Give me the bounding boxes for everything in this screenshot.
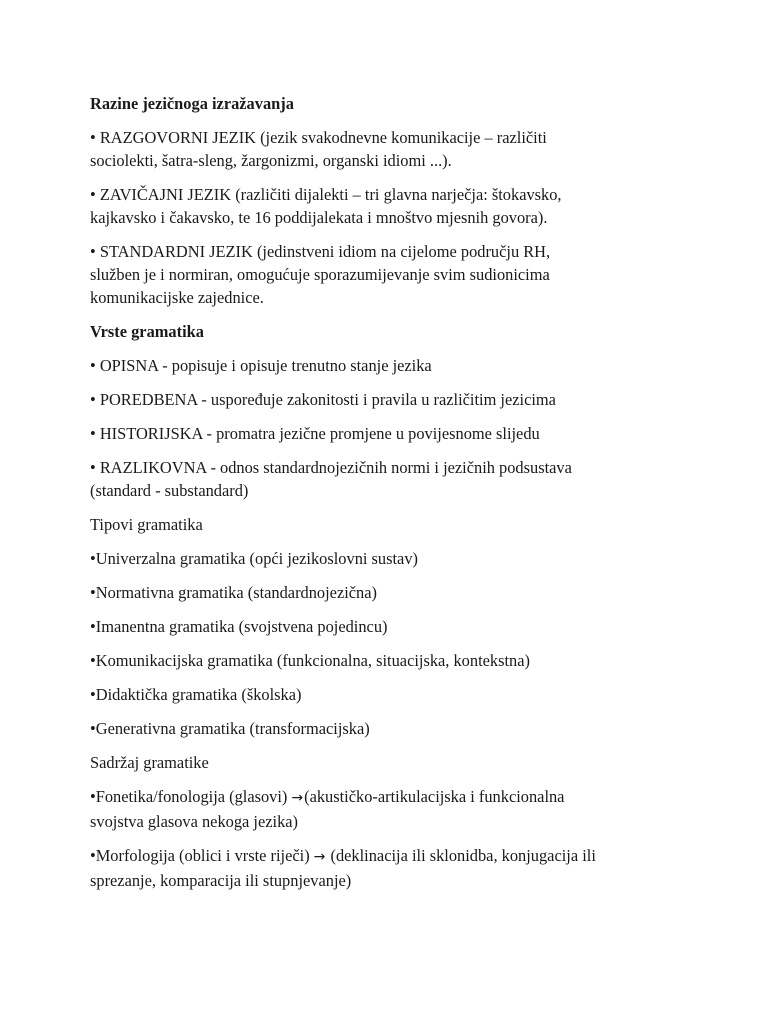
- list-item-razlikovna: [90, 456, 690, 502]
- paragraph-line: kajkavsko i čakavsko, te 16 poddijalekata i mnoštvo mjesnih govora).: [90, 208, 548, 227]
- heading-text: Sadržaj gramatike: [90, 753, 209, 772]
- item-text: (deklinacija ili sklonidba, konjugacija ili: [326, 846, 596, 865]
- document-page: [90, 92, 690, 903]
- list-item-razgovorni: [90, 126, 690, 172]
- list-item-fonetika: [90, 785, 690, 833]
- list-item-poredbena: [90, 388, 690, 411]
- list-item-didakticka: [90, 683, 690, 706]
- paragraph-line: • STANDARDNI JEZIK (jedinstveni idiom na cijelome području RH,: [90, 242, 551, 261]
- section-heading-sadrzaj: [90, 751, 690, 774]
- heading-text: Vrste gramatika: [90, 322, 204, 341]
- paragraph-line: (standard - substandard): [90, 481, 249, 500]
- section-heading-tipovi: [90, 513, 690, 536]
- paragraph-line: služben je i normiran, omogućuje sporazumijevanje svim sudionicima: [90, 265, 550, 284]
- paragraph-line: [90, 785, 690, 810]
- paragraph-line: [90, 844, 690, 869]
- list-item-opisna: [90, 354, 690, 377]
- item-text: •Morfologija (oblici i vrste riječi): [90, 846, 310, 865]
- list-item-univerzalna: [90, 547, 690, 570]
- list-item-morfologija: [90, 844, 690, 892]
- list-item-zavicajni: [90, 183, 690, 229]
- paragraph-line: •Generativna gramatika (transformacijska): [90, 719, 370, 738]
- heading-text: Razine jezičnoga izražavanja: [90, 94, 294, 113]
- paragraph-line: • HISTORIJSKA - promatra jezične promjene u povijesnome slijedu: [90, 424, 540, 443]
- item-text: •Fonetika/fonologija (glasovi): [90, 787, 288, 806]
- list-item-generativna: [90, 717, 690, 740]
- heading-text: Tipovi gramatika: [90, 515, 203, 534]
- list-item-historijska: [90, 422, 690, 445]
- section-heading-razine: [90, 92, 690, 115]
- paragraph-line: • RAZLIKOVNA - odnos standardnojezičnih normi i jezičnih podsustava: [90, 458, 572, 477]
- list-item-normativna: [90, 581, 690, 604]
- paragraph-line: komunikacijske zajednice.: [90, 288, 264, 307]
- paragraph-line: • OPISNA - popisuje i opisuje trenutno stanje jezika: [90, 356, 432, 375]
- arrow-right-icon: →: [313, 849, 326, 865]
- list-item-imanentna: [90, 615, 690, 638]
- paragraph-line: • POREDBENA - uspoređuje zakonitosti i pravila u različitim jezicima: [90, 390, 556, 409]
- paragraph-line: • ZAVIČAJNI JEZIK (različiti dijalekti – tri glavna narječja: štokavsko,: [90, 185, 562, 204]
- list-item-standardni: [90, 240, 690, 309]
- paragraph-line: •Normativna gramatika (standardnojezična): [90, 583, 377, 602]
- paragraph-line: svojstva glasova nekoga jezika): [90, 812, 299, 831]
- paragraph-line: •Komunikacijska gramatika (funkcionalna, situacijska, kontekstna): [90, 651, 530, 670]
- arrow-right-icon: →: [291, 790, 304, 806]
- list-item-komunikacijska: [90, 649, 690, 672]
- paragraph-line: • RAZGOVORNI JEZIK (jezik svakodnevne komunikacije – različiti: [90, 128, 547, 147]
- item-text: (akustičko-artikulacijska i funkcionalna: [304, 787, 565, 806]
- paragraph-line: sprezanje, komparacija ili stupnjevanje): [90, 871, 352, 890]
- paragraph-line: •Didaktička gramatika (školska): [90, 685, 302, 704]
- paragraph-line: •Imanentna gramatika (svojstvena pojedincu): [90, 617, 388, 636]
- paragraph-line: •Univerzalna gramatika (opći jezikoslovni sustav): [90, 549, 418, 568]
- paragraph-line: sociolekti, šatra-sleng, žargonizmi, organski idiomi ...).: [90, 151, 452, 170]
- section-heading-vrste: [90, 320, 690, 343]
